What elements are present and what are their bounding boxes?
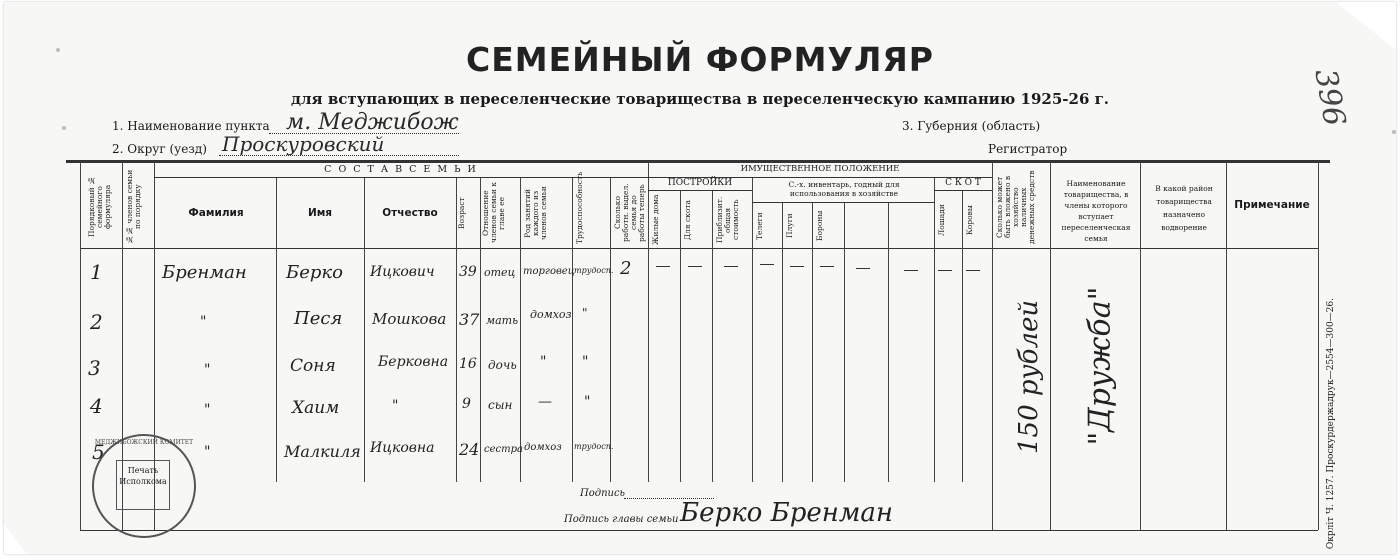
group-skot: С К О Т <box>945 178 981 188</box>
col-nn: №№ членов семьи по порядку <box>125 169 142 245</box>
archive-number: 396 <box>1307 66 1352 129</box>
stamp-center-text: Печать Исполкома <box>116 460 170 510</box>
row4-imya: Хаим <box>292 398 340 418</box>
col-korovy: Коровы <box>965 205 974 235</box>
row1-familiya: Бренман <box>162 262 247 283</box>
row3-zanyatie: " <box>540 354 547 370</box>
punkt-label: 1. Наименование пункта <box>112 119 270 133</box>
group-sostav: С О С Т А В С Е М Ь И <box>324 164 478 175</box>
sredstva-value: 150 рублей <box>1014 299 1044 454</box>
row2-familiya: " <box>200 314 207 330</box>
page-subtitle: для вступающих в переселенческие товарищества в переселенческую кампанию 1925-26 г. <box>290 90 1110 108</box>
group-postroyki: ПОСТРОЙКИ <box>667 178 733 188</box>
row3-n: 3 <box>88 356 101 380</box>
okrug-value: Проскуровский <box>222 132 385 156</box>
col-otchestvo: Отчество <box>382 207 438 219</box>
podpis-label: Подпись <box>580 488 626 499</box>
registrator-label: Регистратор <box>988 142 1068 156</box>
row4-vozrast: 9 <box>462 396 471 412</box>
col-telegi: Телеги <box>755 212 764 240</box>
table-bottom-rule <box>80 530 1318 531</box>
torn-edge <box>4 524 26 554</box>
row1-otnoshenie: отец <box>484 266 516 279</box>
row3-familiya: " <box>204 362 211 378</box>
row1-imya: Берко <box>286 262 343 283</box>
podpis-glavy-value: Берко Бренман <box>680 498 894 528</box>
col-borony: Бороны <box>815 210 824 242</box>
row3-otchestvo: Берковна <box>378 354 449 370</box>
tovarishchestvo-value: "Дружба" <box>1082 286 1118 446</box>
row5-vozrast: 24 <box>459 440 480 459</box>
guberniya-label: 3. Губерния (область) <box>902 119 1041 133</box>
row1-otchestvo: Ицкович <box>370 264 435 280</box>
col-primech: Примечание <box>1234 199 1310 211</box>
okrug-label: 2. Округ (уезд) <box>112 142 207 156</box>
row3-otnoshenie: дочь <box>488 358 517 372</box>
punkt-value: м. Меджибож <box>286 110 459 135</box>
col-trud: Трудоспособность <box>575 171 584 244</box>
col-imya: Имя <box>307 207 333 219</box>
row5-imya: Малкиля <box>284 442 361 461</box>
row4-trud: " <box>584 394 591 410</box>
row3-imya: Соня <box>290 356 336 376</box>
printer-imprint: Окрліт Ч. 1257. Проскурдержадрук—2554—300—26. <box>1326 298 1336 550</box>
row5-familiya: " <box>204 444 211 460</box>
row1-vozrast: 39 <box>459 264 477 280</box>
row1-trud: трудосп. <box>574 266 614 275</box>
col-otnoshenie: Отношение членов семьи к главе ее <box>481 182 506 244</box>
col-familiya: Фамилия <box>188 207 244 219</box>
row4-otnoshenie: сын <box>488 398 513 412</box>
executive-stamp <box>92 434 196 538</box>
row2-imya: Песя <box>294 308 343 329</box>
row4-n: 4 <box>90 394 103 418</box>
row1-n: 1 <box>90 260 103 284</box>
row1-skolko: 2 <box>620 258 632 279</box>
row4-otchestvo: " <box>392 398 399 414</box>
col-nomer: Порядковый № семейного формуляра <box>87 176 112 238</box>
row2-otnoshenie: мать <box>486 314 519 327</box>
row4-familiya: " <box>204 402 211 418</box>
row5-otnoshenie: сестра <box>484 444 523 455</box>
group-inventar: С.-х. инвентарь, годный для использования в хозяйстве <box>788 180 900 198</box>
col-sredstva: Сколько может быть вложено в хозяйство наличных денежных средств <box>995 170 1036 244</box>
header-bottom-rule <box>80 248 1318 249</box>
row2-n: 2 <box>90 310 103 334</box>
row2-trud: " <box>582 306 588 320</box>
punch-hole <box>1392 130 1396 134</box>
row4-zanyatie: — <box>538 394 552 410</box>
stamp-ring-text: МЕДЖИБОЖСКИЙ КОМИТЕТ <box>94 439 194 446</box>
col-skot-bld: Для скота <box>683 200 692 241</box>
punch-hole <box>62 126 66 130</box>
col-pribl: Приблизит. общая стоимость <box>715 196 740 244</box>
podpis-glavy-label: Подпись главы семьи <box>564 514 679 525</box>
form-sheet <box>4 2 1396 554</box>
col-tovar: Наименование товарищества, в члены которого вступает переселенческая семья <box>1061 179 1131 243</box>
page-title: СЕМЕЙНЫЙ ФОРМУЛЯР <box>466 40 934 79</box>
row5-otchestvo: Ицковна <box>370 440 435 456</box>
group-imushch: ИМУЩЕСТВЕННОЕ ПОЛОЖЕНИЕ <box>740 164 900 174</box>
col-loshadi: Лошади <box>937 204 946 236</box>
row5-trud: трудосп. <box>574 442 614 451</box>
col-zanyatiy: Род занятий каждого из членов семьи <box>523 186 548 240</box>
row5-n: 5 <box>92 440 105 464</box>
row2-zanyatie: домхоз <box>530 308 572 321</box>
row3-trud: " <box>582 354 589 370</box>
col-rayon: В какой район товарищества назначено водворение <box>1155 184 1213 232</box>
row5-zanyatie: домхоз <box>524 442 562 453</box>
col-skolko: Сколько работн. выдел. семья до работы теперь <box>613 183 646 243</box>
row1-zanyatie: торговец <box>523 266 575 277</box>
row3-vozrast: 16 <box>459 356 477 372</box>
row2-otchestvo: Мошкова <box>372 310 447 328</box>
row2-vozrast: 37 <box>459 310 480 329</box>
col-vozrast: Возраст <box>457 197 466 229</box>
col-zhilye: Жилые дома <box>651 194 660 246</box>
col-plugi: Плуги <box>785 213 794 239</box>
